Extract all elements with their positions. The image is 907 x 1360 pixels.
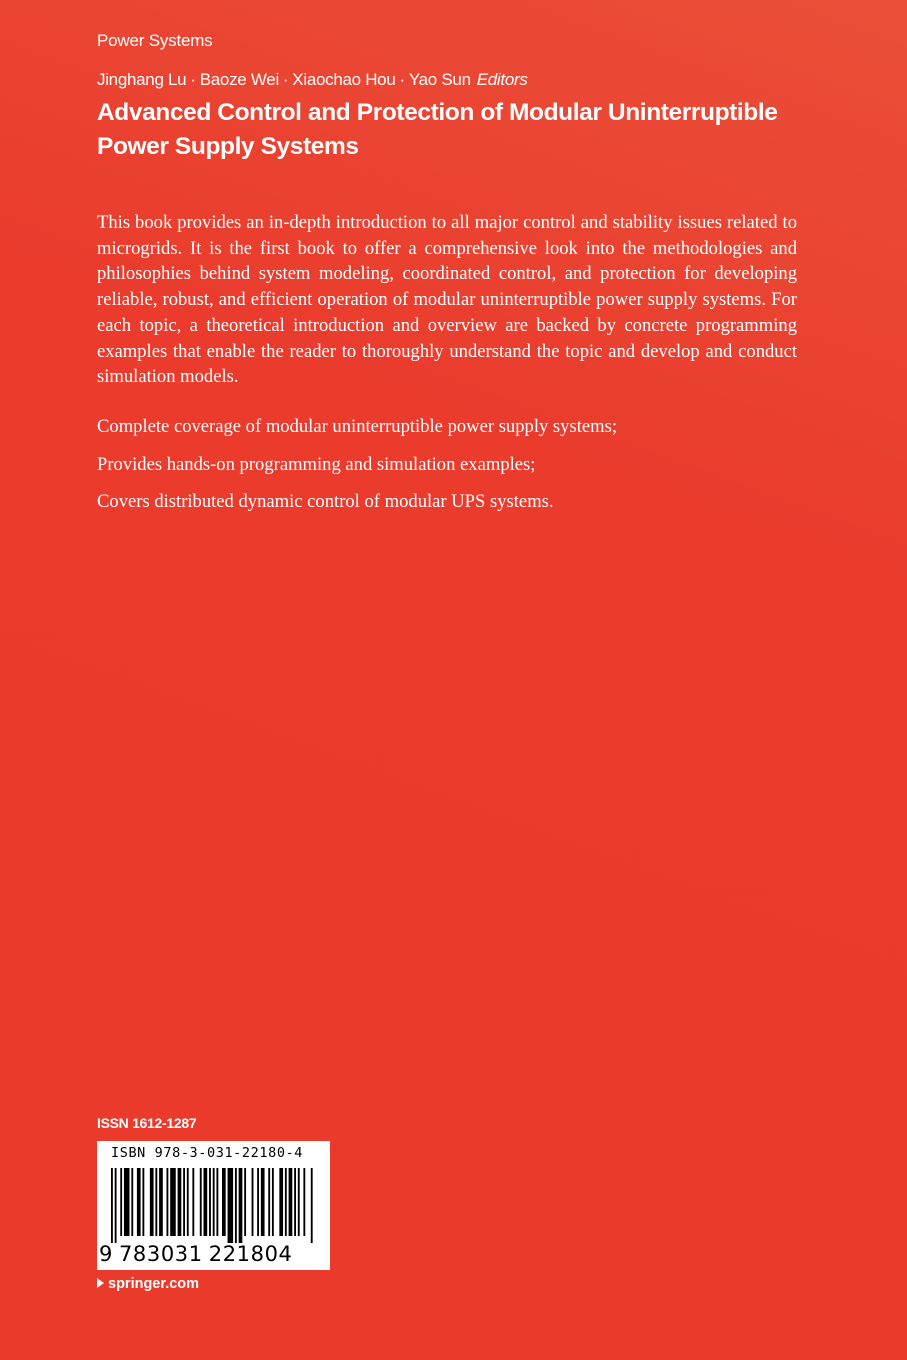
editor-name: Baoze Wei [199, 70, 279, 89]
editor-separator: · [399, 70, 405, 89]
barcode-bar [167, 1168, 169, 1236]
barcode-bar [235, 1168, 237, 1243]
barcode-bar [216, 1168, 218, 1236]
barcode-bar [311, 1168, 313, 1243]
barcode-bar [239, 1168, 243, 1243]
barcode-digit-group: 783031 [118, 1242, 203, 1266]
barcode-bar [159, 1168, 163, 1236]
barcode-bar [170, 1168, 176, 1236]
barcode-digit-lead: 9 [99, 1242, 113, 1266]
barcode-bar [209, 1168, 211, 1236]
editors-role: Editors [476, 70, 528, 89]
barcode-bar [268, 1168, 270, 1236]
feature-item: Complete coverage of modular uninterruptible power supply systems; [97, 416, 617, 437]
isbn-barcode [97, 1141, 330, 1270]
issn: ISSN 1612-1287 [97, 1115, 197, 1131]
barcode-bar [150, 1168, 154, 1236]
barcode-bar [187, 1168, 189, 1236]
barcode-bar [289, 1168, 293, 1236]
barcode-bar [285, 1168, 287, 1236]
editors-line [97, 70, 528, 90]
barcode-bar [279, 1168, 283, 1236]
barcode-bar [124, 1168, 130, 1236]
barcode-bar [137, 1168, 141, 1236]
feature-list [97, 414, 817, 527]
barcode-bar [298, 1168, 300, 1236]
isbn-label: ISBN 978-3-031-22180-4 [111, 1145, 304, 1161]
arrow-right-icon [97, 1278, 104, 1288]
barcode-bar [111, 1168, 113, 1243]
barcode-bar [228, 1168, 234, 1243]
barcode-bar [272, 1168, 274, 1236]
barcode-bar [294, 1168, 296, 1236]
barcode-bar [155, 1168, 157, 1236]
editor-separator: · [282, 70, 289, 89]
feature-item: Provides hands-on programming and simulation examples; [97, 453, 536, 475]
barcode-bar [200, 1168, 202, 1236]
barcode-bar [257, 1168, 259, 1236]
series-name: Power Systems [97, 31, 213, 50]
editor-separator: · [190, 70, 196, 89]
barcode-bar [303, 1168, 305, 1236]
editor-name: Yao Sun [408, 70, 471, 89]
barcode-bar [204, 1168, 208, 1236]
barcode-bar [244, 1168, 246, 1236]
barcode-bars [111, 1168, 316, 1243]
barcode-bar [192, 1168, 194, 1236]
barcode-bar [213, 1168, 215, 1236]
barcode-bar [120, 1168, 122, 1236]
publisher-website [97, 1276, 199, 1292]
website-link[interactable]: springer.com [108, 1276, 200, 1292]
barcode-bar [142, 1168, 144, 1236]
feature-item: Covers distributed dynamic control of modular UPS systems. [97, 491, 554, 512]
barcode-digits [99, 1242, 319, 1266]
book-title: Advanced Control and Protection of Modular Uninterruptible Power Supply Systems [97, 99, 778, 160]
barcode-digit-group: 221804 [208, 1242, 293, 1266]
barcode-bar [131, 1168, 133, 1236]
barcode-bar [252, 1168, 254, 1236]
barcode-bar [261, 1168, 265, 1236]
barcode-bar [183, 1168, 185, 1236]
barcode-bar [222, 1168, 226, 1236]
editor-name: Jinghang Lu [97, 70, 187, 89]
editor-name: Xiaochao Hou [292, 70, 396, 89]
barcode-bar [115, 1168, 117, 1243]
book-description: This book provides an in-depth introduction to all major control and stability issues related to microgrids. It is the first book to offer a comprehensive look into the methodologies and philosophies behind system modeling, coordinated control, and protection for developing reliable, robust, and efficient operation of modular uninterruptible power supply systems. For each topic, a theoretical introduction and overview are backed by concrete programming examples that enable the reader to thoroughly understand the topic and develop and conduct simulation models. [97, 212, 797, 388]
barcode-bar [178, 1168, 182, 1236]
